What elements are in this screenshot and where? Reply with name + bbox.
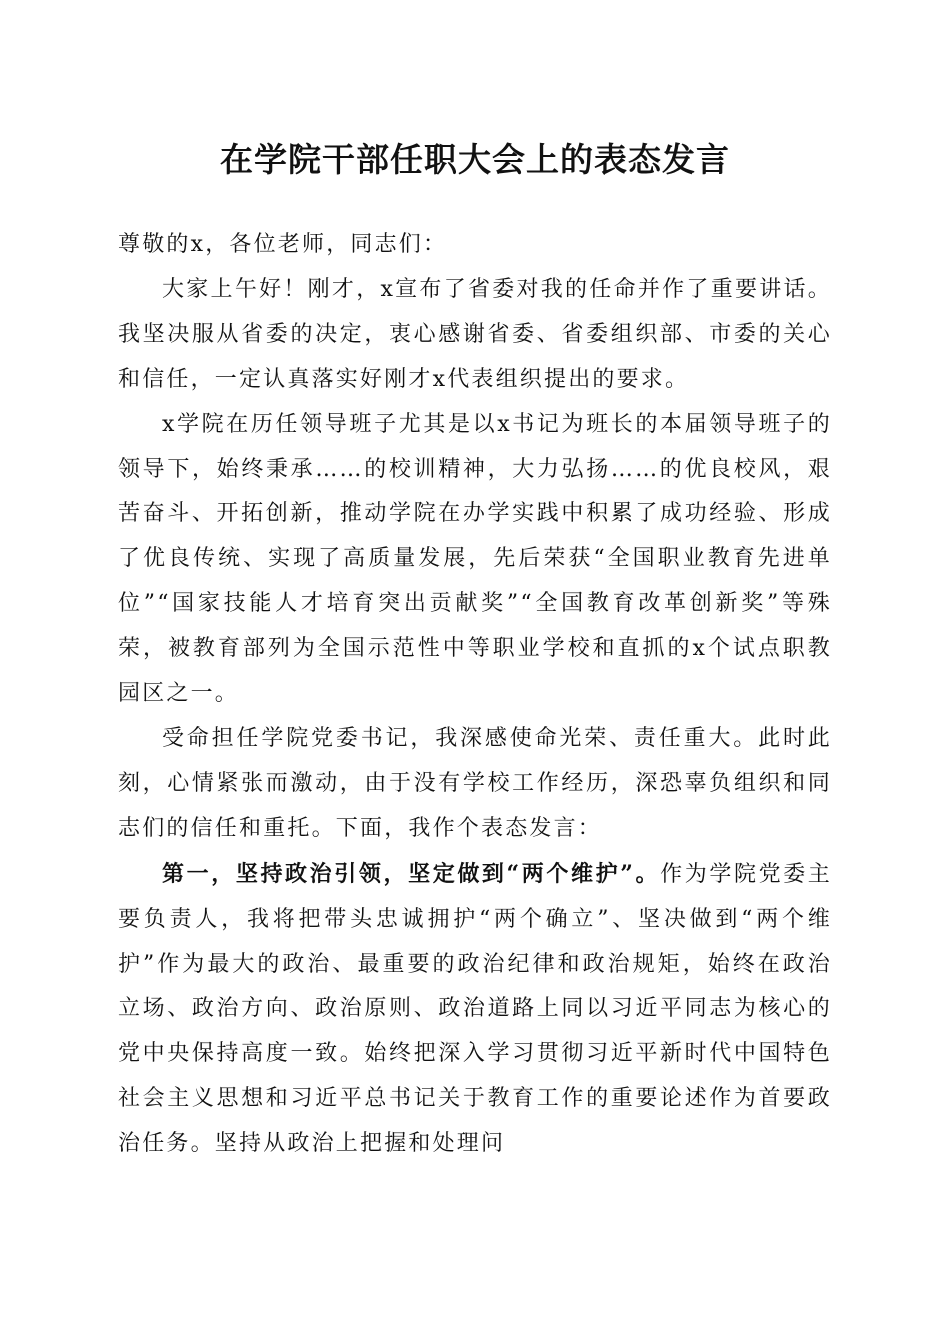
paragraph-1: [118, 268, 832, 403]
paragraph-text: 大家上午好！刚才，x宣布了省委对我的任命并作了重要讲话。我坚决服从省委的决定，衷心感谢省委、省委组织部、市委的关心和信任，一定认真落实好刚才x代表组织提出的要求。: [118, 276, 832, 392]
paragraph-4: [118, 852, 832, 1167]
document-title: 在学院干部任职大会上的表态发言: [220, 140, 730, 179]
paragraph-lead-heading: 第一，坚持政治引领，坚定做到“两个维护”。: [162, 860, 661, 887]
paragraph-text: x学院在历任领导班子尤其是以x书记为班长的本届领导班子的领导下，始终秉承……的校训精神，大力弘扬……的优良校风，艰苦奋斗、开拓创新，推动学院在办学实践中积累了成功经验、形成了优良传统、实现了高质量发展，先后荣获“全国职业教育先进单位”“国家技能人才培育突出贡献奖”“全国教育改革创新奖”等殊荣，被教育部列为全国示范性中等职业学校和直抓的x个试点职教园区之一。: [118, 411, 832, 707]
document-body: [118, 223, 832, 1167]
paragraph-text: 作为学院党委主要负责人，我将把带头忠诚拥护“两个确立”、坚决做到“两个维护”作为最大的政治、最重要的政治纪律和政治规矩，始终在政治立场、政治方向、政治原则、政治道路上同以习近平同志为核心的党中央保持高度一致。始终把深入学习贯彻习近平新时代中国特色社会主义思想和习近平总书记关于教育工作的重要论述作为首要政治任务。坚持从政治上把握和处理问: [118, 861, 833, 1157]
paragraph-3: [118, 717, 832, 852]
paragraph-2: [118, 403, 832, 717]
salutation: 尊敬的x，各位老师，同志们：: [118, 232, 448, 257]
paragraph-text: 受命担任学院党委书记，我深感使命光荣、责任重大。此时此刻，心情紧张而激动，由于没有学校工作经历，深恐辜负组织和同志们的信任和重托。下面，我作个表态发言：: [118, 725, 832, 841]
